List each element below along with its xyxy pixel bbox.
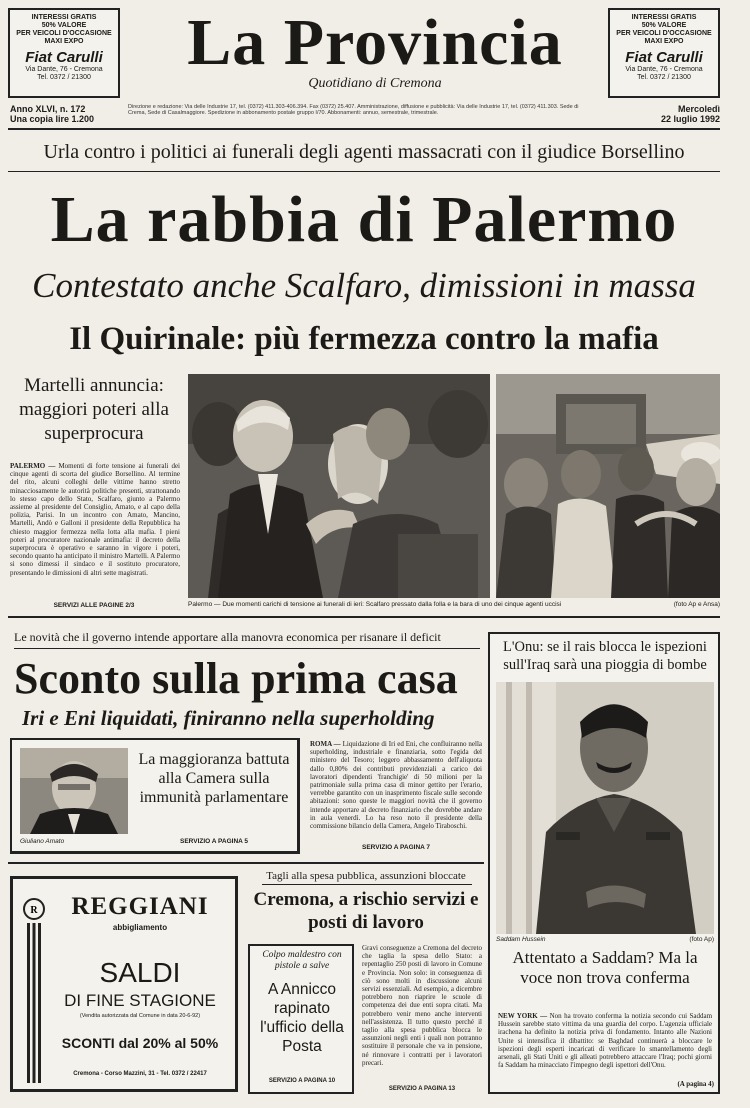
right-ear-line-2: 50% VALORE — [641, 22, 687, 29]
iraq-subhead: Attentato a Saddam? Ma la voce non trova conferma — [512, 948, 698, 987]
lead-deck: Il Quirinale: più fermezza contro la mafia — [69, 321, 659, 357]
lead-photo-caption — [188, 601, 720, 609]
left-ear-address: Via Dante, 76 - Cremona — [25, 66, 103, 73]
left-ear-line-4: MAXI EXPO — [44, 38, 84, 45]
left-ear-phone: Tel. 0372 / 21300 — [37, 74, 91, 81]
economy-headline: Sconto sulla prima casa — [14, 654, 458, 703]
economy-overline-rule — [14, 648, 480, 649]
economy-overline: Le novità che il governo intende apportare alla manovra economica per risanare il deficit — [14, 630, 441, 644]
reggiani-sale: SALDI — [99, 957, 181, 988]
iraq-body-text: Non ha trovato conferma la notizia secondo cui Saddam Hussein sarebbe stato vittima da una guardia del corpo. L'agenzia ufficiale irachena ha definito la notizia priva di fondamento. Intanto alle Nazioni Unite si intensifica il dibattito: se Baghdad continuerà a bloccare le ispezioni degli esperti incaricati di verificare lo smantellamento degli arsenali, gli Stati Uniti e gli alleati potrebbero attaccare l'Iraq; pochi giorni fa Saddam ha minacciato l'impegno degli ispettori dell'Onu. — [498, 1012, 712, 1070]
right-ear-address: Via Dante, 76 - Cremona — [625, 66, 703, 73]
masthead-title: La Provincia — [187, 6, 563, 79]
cremona-headline: Cremona, a rischio servizi e posti di lavoro — [253, 889, 479, 933]
mid-rule — [8, 862, 484, 864]
reggiani-address: Cremona - Corso Mazzini, 31 - Tel. 0372 / 22417 — [73, 1071, 207, 1077]
svg-text:R: R — [30, 905, 38, 916]
annicco-headline: A Annicco rapinato l'ufficio della Posta — [260, 981, 344, 1055]
lead-dateline: PALERMO — — [10, 462, 56, 470]
reggiani-sub: abbigliamento — [112, 923, 168, 932]
reggiani-season: DI FINE STAGIONE — [64, 991, 216, 1010]
left-ear-line-2: 50% VALORE — [41, 22, 87, 29]
masthead-subtitle: Quotidiano di Cremona — [308, 76, 442, 91]
lead-headline: La rabbia di Palermo — [50, 183, 678, 256]
iraq-dateline: NEW YORK — — [498, 1012, 548, 1020]
funeral-photo-scalfaro — [188, 374, 490, 598]
lead-overline: Urla contro i politici ai funerali degli agenti massacrati con il giudice Borsellino — [43, 141, 685, 163]
masthead-rule — [8, 128, 720, 130]
reggiani-logo-icon — [23, 897, 45, 1083]
saddam-caption: Saddam Hussein — [496, 936, 546, 943]
amato-caption: Giuliano Amato — [20, 838, 65, 845]
right-ear-ad — [608, 8, 720, 98]
issue-day: Mercoledì — [677, 104, 720, 114]
left-ear-ad — [8, 8, 120, 98]
reggiani-discount: SCONTI dal 20% al 50% — [61, 1035, 219, 1051]
reggiani-brand: REGGIANI — [71, 893, 209, 920]
cremona-overline: Tagli alla spesa pubblica, assunzioni bloccate — [266, 870, 466, 882]
iraq-body — [498, 1012, 712, 1078]
left-ear-line-3: PER VEICOLI D'OCCASIONE — [16, 30, 112, 37]
economy-service: SERVIZIO A PAGINA 7 — [361, 844, 431, 851]
lead-service-note: SERVIZI ALLE PAGINE 2/3 — [53, 602, 135, 609]
issue-number: Anno XLVI, n. 172 — [10, 104, 86, 114]
right-ear-line-3: PER VEICOLI D'OCCASIONE — [616, 30, 712, 37]
iraq-story-box — [488, 632, 720, 1094]
saddam-photo — [496, 682, 714, 934]
lead-body — [10, 462, 180, 598]
left-ear-line-1: INTERESSI GRATIS — [31, 14, 97, 21]
economy-box-headline: La maggioranza battuta alla Camera sulla immunità parlamentare — [138, 751, 290, 806]
issue-price: Una copia lire 1.200 — [10, 114, 95, 124]
economy-inset-box — [10, 738, 300, 854]
lead-body-text: Momenti di forte tensione ai funerali dei cinque agenti di scorta del giudice Borsellino. Al termine del rito, alcuni colleghi delle vittime hanno stretto minacciosamente le autorità politiche presenti, strattonando lo stesso capo dello Stato, Scalfaro, giunto a Palermo assieme al presidente del Consiglio, Amato, e al capo della polizia, Parisi. In un incontro con Amato, Mancino, Martelli, Andò e Galloni il presidente della Repubblica ha chiesto maggior fermezza nella lotta alla mafia. I pieni poteri al procuratore nazionale antimafia: il decreto della superprocura è operativo e saranno in vigore i poteri, secondo quanto ha anticipato il ministro Martelli. A Palermo si sono dimessi il sindaco e il sostituto procuratore, presentando le dimissioni di altri sette magistrati. — [10, 462, 180, 577]
reggiani-ad — [10, 876, 238, 1092]
cremona-service: SERVIZIO A PAGINA 13 — [388, 1086, 456, 1092]
saddam-credit: (foto Ap) — [689, 936, 714, 943]
annicco-box — [248, 944, 354, 1094]
funeral-photo-coffin — [496, 374, 720, 598]
annicco-kicker: Colpo maldestro con pistole a salve — [262, 950, 342, 971]
cremona-overline-rule — [262, 884, 472, 885]
lead-subhead: Contestato anche Scalfaro, dimissioni in massa — [32, 266, 696, 305]
masthead-info: Direzione e redazione: Via delle Industrie 17, tel. (0372) 411.303-406.394. Fax (0372) 25.407. Amministrazione, diffusione e pubblicità: Via delle Industrie 17, tel. (0372) 411.303. Sede di Crema, Sede di Casalmaggiore. Spedizione in abbonamento postale gruppo I/70. Abbonamenti: annuo, semestrale, trimestrale. — [128, 104, 579, 117]
annicco-service: SERVIZIO A PAGINA 10 — [268, 1078, 336, 1084]
economy-body — [310, 740, 482, 840]
cremona-body: Gravi conseguenze a Cremona del decreto che taglia la spesa dello Stato: a repentaglio 250 posti di lavoro in Comune e Provincia. Non solo: in conseguenza di ciò sono molti in discussione alcuni servizi essenziali. Ad esempio, a dicembre potrebbero non riaprire le scuole di competenza dei due enti sopra citati. Ma potrebbero venir meno anche interventi nell'assistenza. Il tutto questo perché il taglio alla spesa pubblica blocca le assunzioni negli enti i quali non potranno sostituire il personale che va in pensione, né rinnovare i contratti per i lavoratori precari. — [362, 944, 482, 1067]
economy-box-service: SERVIZIO A PAGINA 5 — [179, 838, 249, 845]
iraq-page-ref: (A pagina 4) — [677, 1080, 714, 1088]
lead-caption-credit: (foto Ap e Ansa) — [673, 601, 720, 608]
issue-date: 22 luglio 1992 — [660, 114, 720, 124]
amato-photo — [20, 748, 128, 834]
lead-side-headline: Martelli annuncia: maggiori poteri alla superprocura — [19, 375, 169, 444]
left-ear-brand: Fiat Carulli — [25, 49, 103, 66]
lead-bottom-rule — [8, 616, 720, 618]
economy-body-text: Liquidazione di Iri ed Eni, che confluiranno nella superholding, industriale e finanziaria, sotto l'egida del ministero del Tesoro; leggero abbassamento dell'aliquota dallo 0,80% dei contributi previdenziali a carico dei lavoratori dipendenti 'franchigie' di 50 milioni per la patrimoniale sulla prima casa di minor gettito per l'erario, verrebbe garantito con un inasprimento fiscale sulle seconde abitazioni: sono queste le maggiori novità che il governo intende apportare al decreto finanziario che dovrebbe andare in aula venerdì. Lo ha reso noto il presidente della commissione bilancio della Camera, Angelo Tiraboschi. — [310, 740, 482, 831]
economy-dateline: ROMA — — [310, 740, 341, 748]
reggiani-small: (Vendita autorizzata dal Comune in data 20-6-92) — [79, 1013, 201, 1019]
lead-caption-text: Palermo — Due momenti carichi di tensione ai funerali di ieri: Scalfaro pressato dalla folla e la bara di uno dei cinque agenti uccisi — [188, 601, 562, 608]
right-ear-line-4: MAXI EXPO — [644, 38, 684, 45]
lead-overline-rule — [8, 171, 720, 172]
right-ear-phone: Tel. 0372 / 21300 — [637, 74, 691, 81]
economy-subhead: Iri e Eni liquidati, finiranno nella superholding — [22, 706, 435, 730]
right-ear-brand: Fiat Carulli — [625, 49, 703, 66]
iraq-headline: L'Onu: se il rais blocca le ispezioni sull'Iraq sarà una pioggia di bombe — [503, 639, 707, 673]
right-ear-line-1: INTERESSI GRATIS — [631, 14, 697, 21]
